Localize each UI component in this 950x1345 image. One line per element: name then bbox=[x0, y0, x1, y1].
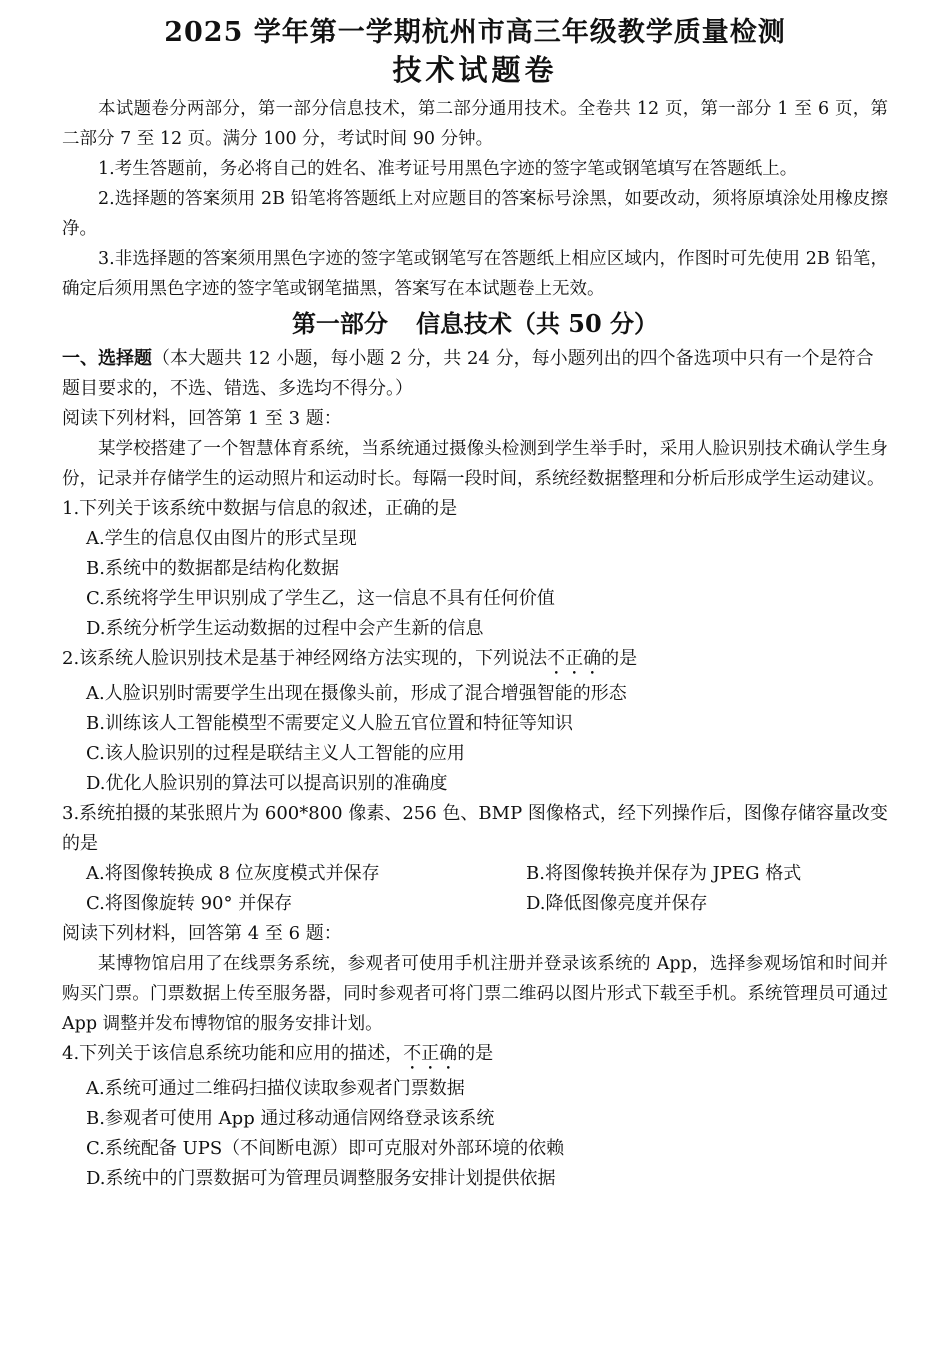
question-2-option-a: A.人脸识别时需要学生出现在摄像头前，形成了混合增强智能的形态 bbox=[86, 683, 627, 704]
material2-text: 某博物馆启用了在线票务系统，参观者可使用手机注册并登录该系统的 App，选择参观场馆和时间并购买门票。门票数据上传至服务器，同时参观者可将门票二维码以图片形式下载至手机。系统管理员可通过 App 调整并发布博物馆的服务安排计划。 bbox=[62, 954, 888, 1034]
material1-text: 某学校搭建了一个智慧体育系统，当系统通过摄像头检测到学生举手时，采用人脸识别技术确认学生身份，记录并存储学生的运动照片和运动时长。每隔一段时间，系统经数据整理和分析后形成学生运动建议。 bbox=[62, 439, 888, 489]
choice-section-heading bbox=[62, 344, 888, 404]
part1-label: 第一部分 bbox=[291, 309, 388, 338]
part1-heading bbox=[62, 306, 888, 342]
instructions-intro: 本试题卷分两部分，第一部分信息技术，第二部分通用技术。全卷共 12 页，第一部分 1 至 6 页，第二部分 7 至 12 页。满分 100 分，考试时间 90 分钟。 bbox=[62, 99, 888, 149]
instruction-item-3: 3.非选择题的答案须用黑色字迹的签字笔或钢笔写在答题纸上相应区域内，作图时可先使用 2B 铅笔，确定后须用黑色字迹的签字笔或钢笔描黑，答案写在本试题卷上无效。 bbox=[62, 249, 888, 299]
question-3-stem: 3.系统拍摄的某张照片为 600*800 像素、256 色、BMP 图像格式，经下列操作后，图像存储容量改变的是 bbox=[62, 803, 888, 854]
material2-prompt: 阅读下列材料，回答第 4 至 6 题： bbox=[62, 923, 342, 944]
question-1 bbox=[62, 494, 888, 644]
instruction-item-2: 2.选择题的答案须用 2B 铅笔将答题纸上对应题目的答案标号涂黑，如要改动，须将原填涂处用橡皮擦净。 bbox=[62, 189, 888, 239]
part1-title: 信息技术（共 50 分） bbox=[415, 309, 659, 338]
question-2 bbox=[62, 644, 888, 799]
question-4-emphasis: 不正确 bbox=[403, 1043, 458, 1064]
question-3-option-d: D.降低图像亮度并保存 bbox=[526, 893, 708, 914]
instruction-item-1: 1.考生答题前，务必将自己的姓名、准考证号用黑色字迹的签字笔或钢笔填写在答题纸上。 bbox=[98, 159, 798, 179]
question-3-option-b: B.将图像转换并保存为 JPEG 格式 bbox=[526, 863, 802, 884]
question-4-stem-post: 的是 bbox=[457, 1043, 494, 1064]
question-2-option-d: D.优化人脸识别的算法可以提高识别的准确度 bbox=[86, 773, 448, 794]
question-1-option-a: A.学生的信息仅由图片的形式呈现 bbox=[86, 528, 357, 549]
question-1-option-c: C.系统将学生甲识别成了学生乙，这一信息不具有任何价值 bbox=[86, 588, 555, 609]
question-3-option-c: C.将图像旋转 90° 并保存 bbox=[86, 893, 293, 914]
question-2-stem-post: 的是 bbox=[601, 648, 638, 669]
question-3-option-a: A.将图像转换成 8 位灰度模式并保存 bbox=[86, 863, 380, 884]
question-2-stem-pre: 2.该系统人脸识别技术是基于神经网络方法实现的，下列说法 bbox=[62, 648, 548, 669]
exam-title: 2025 学年第一学期杭州市高三年级教学质量检测 bbox=[164, 17, 786, 48]
question-4-stem-pre: 4.下列关于该信息系统功能和应用的描述， bbox=[62, 1043, 404, 1064]
question-4-stem bbox=[62, 1039, 888, 1074]
choice-heading: 一、选择题 bbox=[62, 348, 152, 369]
question-2-option-c: C.该人脸识别的过程是联结主义人工智能的应用 bbox=[86, 743, 465, 764]
question-3 bbox=[62, 799, 888, 919]
question-2-option-b: B.训练该人工智能模型不需要定义人脸五官位置和特征等知识 bbox=[86, 713, 573, 734]
question-4 bbox=[62, 1039, 888, 1194]
question-4-option-d: D.系统中的门票数据可为管理员调整服务安排计划提供依据 bbox=[86, 1168, 556, 1189]
question-1-option-b: B.系统中的数据都是结构化数据 bbox=[86, 558, 339, 579]
choice-description: （本大题共 12 小题，每小题 2 分，共 24 分，每小题列出的四个备选项中只有一个是符合题目要求的，不选、错选、多选均不得分。） bbox=[62, 348, 874, 399]
question-4-option-a: A.系统可通过二维码扫描仪读取参观者门票数据 bbox=[86, 1078, 465, 1099]
question-3-options-row-1 bbox=[86, 859, 888, 889]
question-1-stem: 1.下列关于该系统中数据与信息的叙述，正确的是 bbox=[62, 498, 458, 519]
material1-prompt: 阅读下列材料，回答第 1 至 3 题： bbox=[62, 408, 342, 429]
exam-subtitle: 技术试题卷 bbox=[392, 53, 558, 87]
question-4-option-b: B.参观者可使用 App 通过移动通信网络登录该系统 bbox=[86, 1108, 495, 1129]
question-2-emphasis: 不正确 bbox=[547, 648, 602, 669]
question-1-option-d: D.系统分析学生运动数据的过程中会产生新的信息 bbox=[86, 618, 484, 639]
question-4-option-c: C.系统配备 UPS（不间断电源）即可克服对外部环境的依赖 bbox=[86, 1138, 565, 1159]
question-3-options-row-2 bbox=[86, 889, 888, 919]
question-2-stem bbox=[62, 644, 888, 679]
